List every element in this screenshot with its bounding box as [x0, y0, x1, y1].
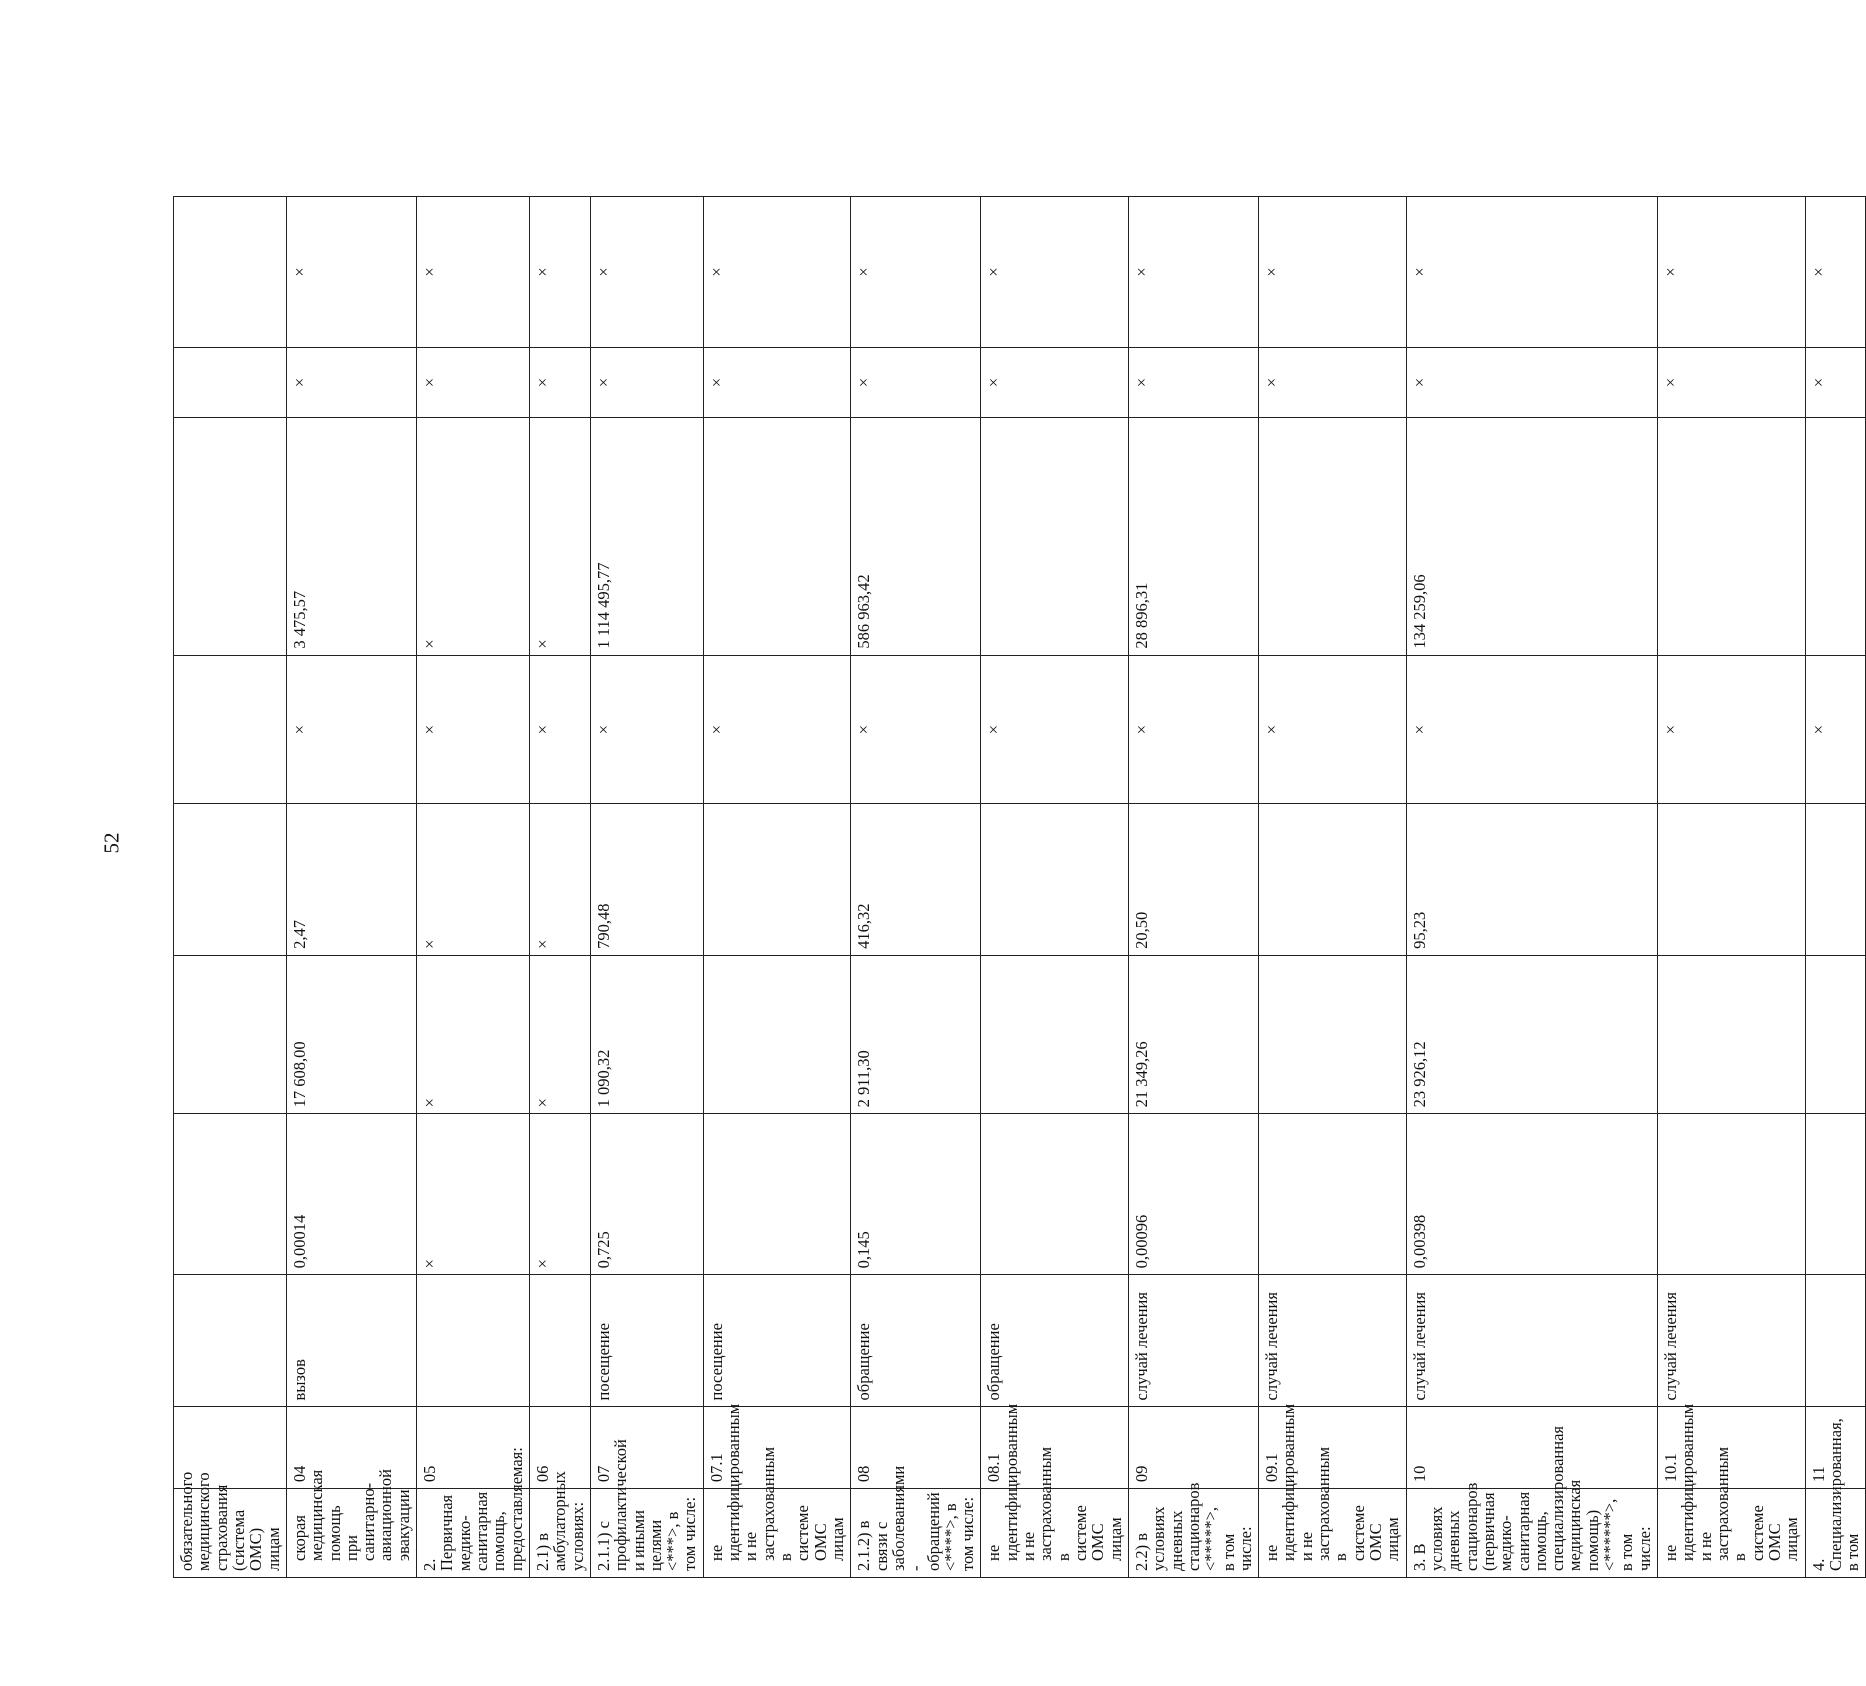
table-row [417, 109, 530, 1578]
row-unit: случай лечения [1259, 1275, 1407, 1407]
row-volume: × [529, 1114, 590, 1275]
row-code: 09.1 [1259, 1407, 1407, 1489]
row-name: не идентифицированным и не застрахованным в системе ОМС лицам [981, 1489, 1129, 1578]
table-body [174, 109, 1866, 1578]
row-name: скорая медицинская помощь при санитарно-авиационной эвакуации [286, 1489, 416, 1578]
row-col-7: × [851, 655, 981, 804]
row-col-8 [1658, 417, 1806, 655]
row-col-9: × [1128, 348, 1258, 418]
row-col-10: × [1406, 196, 1657, 347]
row-col-8 [174, 417, 287, 655]
row-col-7: × [1805, 655, 1866, 804]
row-col-8 [1805, 417, 1866, 655]
row-per-capita [981, 804, 1129, 955]
row-name: 2. Первичная медико-санитарная помощь, предоставляемая: [417, 1489, 530, 1578]
row-cost [981, 955, 1129, 1114]
row-unit: случай лечения [1658, 1275, 1806, 1407]
row-col-7: × [286, 655, 416, 804]
row-col-7: × [1259, 655, 1407, 804]
row-col-8: 586 963,42 [851, 417, 981, 655]
row-name: не идентифицированным и не застрахованным в системе ОМС лицам [1658, 1489, 1806, 1578]
table-row [1658, 109, 1806, 1578]
row-col-8: 28 896,31 [1128, 417, 1258, 655]
table-row [286, 109, 416, 1578]
table-row [1128, 109, 1258, 1578]
row-col-10 [174, 196, 287, 347]
row-col-9: × [529, 348, 590, 418]
row-code: 04 [286, 1407, 416, 1489]
row-col-10: × [590, 196, 703, 347]
row-col-10: × [417, 196, 530, 347]
row-unit [174, 1275, 287, 1407]
row-code: 10.1 [1658, 1407, 1806, 1489]
table-row [981, 109, 1129, 1578]
row-col-8 [703, 417, 851, 655]
row-col-7 [174, 655, 287, 804]
row-unit: случай лечения [1128, 1275, 1258, 1407]
row-unit [529, 1275, 590, 1407]
row-col-9: × [981, 348, 1129, 418]
row-cost [1259, 955, 1407, 1114]
row-per-capita: 416,32 [851, 804, 981, 955]
row-col-10: × [1805, 196, 1866, 347]
row-code: 07 [590, 1407, 703, 1489]
row-code: 08 [851, 1407, 981, 1489]
row-per-capita: 95,23 [1406, 804, 1657, 955]
row-col-10: × [1259, 196, 1407, 347]
row-col-9: × [1259, 348, 1407, 418]
row-code: 08.1 [981, 1407, 1129, 1489]
row-unit: вызов [286, 1275, 416, 1407]
row-cost: × [417, 955, 530, 1114]
table-row [1406, 109, 1657, 1578]
row-unit [417, 1275, 530, 1407]
row-per-capita [1805, 804, 1866, 955]
row-col-8: × [529, 417, 590, 655]
row-cost [1658, 955, 1806, 1114]
row-unit [1805, 1275, 1866, 1407]
row-code: 09 [1128, 1407, 1258, 1489]
row-volume: × [417, 1114, 530, 1275]
row-col-9: × [286, 348, 416, 418]
table-row [529, 109, 590, 1578]
table-row [590, 109, 703, 1578]
rotated-table-frame [173, 108, 1863, 1578]
row-per-capita [1658, 804, 1806, 955]
row-volume: 0,725 [590, 1114, 703, 1275]
row-col-9: × [703, 348, 851, 418]
row-cost: 1 090,32 [590, 955, 703, 1114]
row-col-9: × [417, 348, 530, 418]
row-name: не идентифицированным и не застрахованным в системе ОМС лицам [703, 1489, 851, 1578]
row-per-capita [703, 804, 851, 955]
row-volume: 0,145 [851, 1114, 981, 1275]
row-name: 3. В условиях дневных стационаров (первичная медико-санитарная помощь, специализированная медицинская помощь) <******>, в том числе: [1406, 1489, 1657, 1578]
row-volume [174, 1114, 287, 1275]
row-col-7: × [703, 655, 851, 804]
row-cost: × [529, 955, 590, 1114]
row-col-8: 1 114 495,77 [590, 417, 703, 655]
table-row [1805, 109, 1866, 1578]
row-col-7: × [981, 655, 1129, 804]
row-unit: обращение [851, 1275, 981, 1407]
row-col-7: × [1128, 655, 1258, 804]
row-col-8: 134 259,06 [1406, 417, 1657, 655]
row-name: 2.2) в условиях дневных стационаров <*****>, в том числе: [1128, 1489, 1258, 1578]
table-row [1259, 109, 1407, 1578]
row-volume [703, 1114, 851, 1275]
row-col-10: × [981, 196, 1129, 347]
row-per-capita: × [417, 804, 530, 955]
row-code: 11 [1805, 1407, 1866, 1489]
row-col-10: × [851, 196, 981, 347]
row-unit: посещение [590, 1275, 703, 1407]
row-col-10: × [286, 196, 416, 347]
row-cost: 23 926,12 [1406, 955, 1657, 1114]
row-unit: случай лечения [1406, 1275, 1657, 1407]
row-volume [981, 1114, 1129, 1275]
row-per-capita: 20,50 [1128, 804, 1258, 955]
row-code: 10 [1406, 1407, 1657, 1489]
row-col-9 [174, 348, 287, 418]
row-per-capita: × [529, 804, 590, 955]
row-col-7: × [1406, 655, 1657, 804]
table-row [703, 109, 851, 1578]
table-row [174, 109, 287, 1578]
row-col-8 [981, 417, 1129, 655]
row-name: обязательного медицинского страхования (система ОМС) лицам [174, 1489, 287, 1578]
row-per-capita [1259, 804, 1407, 955]
row-col-7: × [590, 655, 703, 804]
row-name: не идентифицированным и не застрахованным в системе ОМС лицам [1259, 1489, 1407, 1578]
row-name: 4. Специализированная, в том [1805, 1489, 1866, 1578]
row-cost: 2 911,30 [851, 955, 981, 1114]
row-col-9: × [1658, 348, 1806, 418]
row-volume: 0,00398 [1406, 1114, 1657, 1275]
row-col-10: × [703, 196, 851, 347]
row-volume: 0,00014 [286, 1114, 416, 1275]
row-cost: 17 608,00 [286, 955, 416, 1114]
row-col-8 [1259, 417, 1407, 655]
row-name: 2.1.1) с профилактической и иными целями <***>, в том числе: [590, 1489, 703, 1578]
row-col-9: × [1805, 348, 1866, 418]
row-col-8: × [417, 417, 530, 655]
row-unit: обращение [981, 1275, 1129, 1407]
row-col-10: × [529, 196, 590, 347]
row-unit: посещение [703, 1275, 851, 1407]
row-volume [1805, 1114, 1866, 1275]
row-col-9: × [851, 348, 981, 418]
row-col-10: × [1658, 196, 1806, 347]
row-volume: 0,00096 [1128, 1114, 1258, 1275]
row-code: 05 [417, 1407, 530, 1489]
row-per-capita: 2,47 [286, 804, 416, 955]
row-volume [1259, 1114, 1407, 1275]
row-code: 06 [529, 1407, 590, 1489]
row-per-capita: 790,48 [590, 804, 703, 955]
row-col-9: × [590, 348, 703, 418]
row-col-10: × [1128, 196, 1258, 347]
table-row [851, 109, 981, 1578]
row-volume [1658, 1114, 1806, 1275]
row-col-7: × [417, 655, 530, 804]
page-number: 52 [99, 832, 124, 854]
row-cost [703, 955, 851, 1114]
row-col-7: × [1658, 655, 1806, 804]
row-cost: 21 349,26 [1128, 955, 1258, 1114]
row-col-9: × [1406, 348, 1657, 418]
row-col-8: 3 475,57 [286, 417, 416, 655]
row-per-capita [174, 804, 287, 955]
row-cost [1805, 955, 1866, 1114]
row-col-7: × [529, 655, 590, 804]
row-name: 2.1.2) в связи с заболеваниями - обращений <****>, в том числе: [851, 1489, 981, 1578]
row-cost [174, 955, 287, 1114]
row-name: 2.1) в амбулаторных условиях: [529, 1489, 590, 1578]
financing-table [173, 108, 1866, 1578]
row-code: 07.1 [703, 1407, 851, 1489]
